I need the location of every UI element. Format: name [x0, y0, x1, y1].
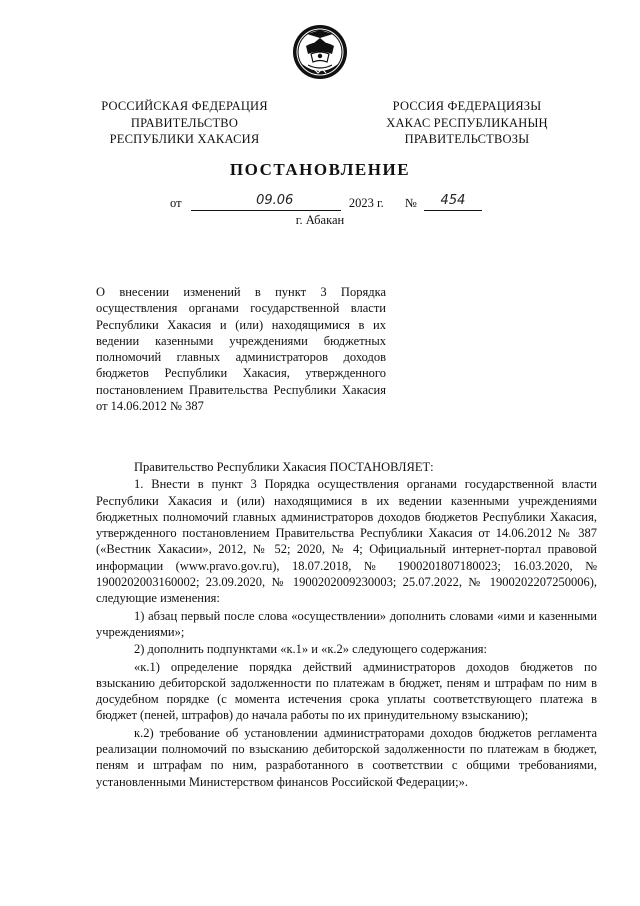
preamble: Правительство Республики Хакасия ПОСТАНОВЛЯЕТ:: [134, 460, 434, 474]
header-left-line: ПРАВИТЕЛЬСТВО: [130, 115, 239, 130]
header-right-line: ПРАВИТЕЛЬСТВОЗЫ: [404, 132, 530, 146]
body-paragraph: к.2) требование об установлении администраторами доходов бюджетов регламента реализации полномочий по взысканию дебиторской задолженности по платежам в бюджет, пеням и штрафам по ним, разработанного в соответствии с общими требованиями, установленными Министерством финансов Российской Федерации;».: [96, 725, 597, 789]
header-right: [372, 98, 562, 148]
from-label: от: [170, 196, 182, 210]
body-paragraph: 1. Внести в пункт 3 Порядка осуществления органами государственной власти Республики Хакасия и (или) находящимися в их ведении казенными учреждениями бюджетных полномочий главных администраторов доходов бюджетов Республики Хакасия, утвержденного постановлением Правительства Республики Хакасия от 14.06.2012 № 387 («Вестник Хакасии», 2012, № 52; 2020, № 4; Официальный интернет-портал правовой информации (www.pravo.gov.ru), 18.07.2018, № 1900201807180023; 16.03.2020, № 1900202003160002; 23.09.2020, № 1900202009230003; 25.07.2022, № 1900202207250006), следующие изменения:: [96, 477, 597, 606]
handwritten-number: 454: [440, 193, 466, 208]
header-left-line: РОССИЙСКАЯ ФЕДЕРАЦИЯ: [101, 99, 268, 113]
header-left: [92, 98, 277, 148]
body-paragraph: «к.1) определение порядка действий администраторов доходов бюджетов по взысканию дебиторской задолженности по платежам в бюджет, пеням и штрафам по ним в досудебном порядке (с момента истечения срока уплаты соответствующего платежа в бюджет (пеней, штрафов) до начала работы по их принудительному взысканию);: [96, 659, 597, 723]
date-field: [191, 193, 341, 211]
year-label: 2023 г.: [348, 196, 384, 210]
number-sign: №: [404, 196, 417, 210]
city: г. Абакан: [295, 213, 345, 227]
document-title: ПОСТАНОВЛЕНИЕ: [229, 160, 411, 179]
coat-of-arms-icon: [292, 24, 348, 80]
body-paragraph: 2) дополнить подпунктами «к.1» и «к.2» следующего содержания:: [134, 642, 488, 657]
body-paragraph: 1) абзац первый после слова «осуществлении» дополнить словами «ими и казенными учреждениями»;: [96, 608, 597, 639]
header-left-line: РЕСПУБЛИКИ ХАКАСИЯ: [109, 132, 260, 146]
number-field: [424, 193, 482, 211]
subject-heading: О внесении изменений в пункт 3 Порядка осуществления органами государственной власти Республики Хакасия и (или) находящимися в их ведении казенными учреждениями бюджетных полномочий главных администраторов доходов бюджетов Республики Хакасия, утвержденного постановлением Правительства Республики Хакасия от 14.06.2012 № 387: [96, 285, 386, 414]
header-right-line: РОССИЯ ФЕДЕРАЦИЯЗЫ: [392, 99, 542, 113]
handwritten-date: 09.06: [256, 193, 294, 208]
date-line: [170, 193, 482, 211]
header-right-line: ХАКАС РЕСПУБЛИКАНЫҢ: [386, 115, 548, 130]
document-body: [96, 459, 597, 790]
